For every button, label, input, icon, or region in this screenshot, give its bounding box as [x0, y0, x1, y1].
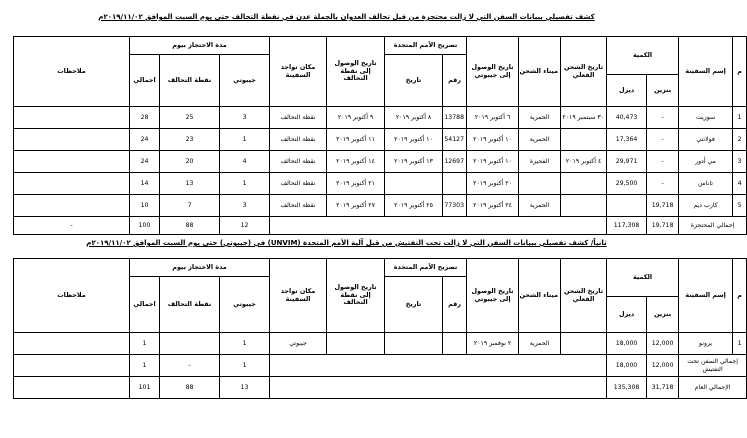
cell-total: 28 [130, 107, 160, 129]
header-benzine: بنزين [647, 297, 679, 333]
cell-djibouti: 1 [220, 129, 270, 151]
header-diesel: ديزل [607, 75, 647, 107]
cell-diesel: 29,500 [607, 173, 647, 195]
cell-m: 1 [733, 333, 747, 355]
cell-arrival: ١٠ أكتوبر ٢٠١٩ [467, 129, 519, 151]
cell-coalition-point: 7 [160, 195, 220, 217]
table-row [14, 195, 747, 217]
cell-arrival: ٢٠ أكتوبر ٢٠١٩ [467, 173, 519, 195]
header-djibouti: جيبوتي [220, 55, 270, 107]
cell-ship: فولانتي [679, 129, 733, 151]
cell-diesel: 40,473 [607, 107, 647, 129]
cell-benzine: - [647, 151, 679, 173]
cell-total: 24 [130, 129, 160, 151]
cell-un-number: 12697 [443, 151, 467, 173]
total-empty [270, 217, 607, 235]
cell-diesel: 17,364 [607, 129, 647, 151]
cell-un-date [385, 173, 443, 195]
header-total: اجمالي [130, 277, 160, 333]
grand-total-empty [270, 377, 607, 399]
header-load-date: تاريخ الشحن الفعلي [561, 37, 607, 107]
cell-port: الحمرية [519, 129, 561, 151]
cell-port: الفجيرة [519, 151, 561, 173]
cell-notes [14, 151, 130, 173]
header-arrival-date: تاريخ الوصول إلى جيبوتي [467, 259, 519, 333]
cell-total: 1 [130, 333, 160, 355]
cell-notes [14, 195, 130, 217]
cell-location: جيبوتي [270, 333, 327, 355]
cell-benzine: 12,000 [647, 333, 679, 355]
cell-benzine: - [647, 107, 679, 129]
header-location: مكان تواجد السفينة [270, 37, 327, 107]
header-djibouti: جيبوتي [220, 277, 270, 333]
header-diesel: ديزل [607, 297, 647, 333]
subtotal-benzine: 12,000 [647, 355, 679, 377]
cell-m: 5 [733, 195, 747, 217]
cell-load-date [561, 173, 607, 195]
header-un-date: تاريخ [385, 277, 443, 333]
cell-coalition-point [160, 333, 220, 355]
header-ship: إسم السفينة [679, 37, 733, 107]
cell-un-date [385, 333, 443, 355]
subtotal-empty [270, 355, 607, 377]
cell-port: الحمرية [519, 195, 561, 217]
header-benzine: بنزين [647, 75, 679, 107]
table1-title: كشف تفصيلي ببيانات السفن التي لا زالت محتجزة من قبل تحالف العدوان بالجملة عدن في نقطة التحالف حتى يوم السبت الموافق ٢٠١٩/١١/٠٢م [98, 13, 595, 21]
cell-djibouti: 3 [220, 195, 270, 217]
cell-djibouti: 3 [220, 107, 270, 129]
header-m: م [733, 37, 747, 107]
subtotal-djibouti: 1 [220, 355, 270, 377]
header-notes: ملاحظات [14, 259, 130, 333]
header-un-permit: تصريح الأمم المتحدة [385, 259, 467, 277]
cell-notes [14, 173, 130, 195]
cell-arrival: ١٠ أكتوبر ٢٠١٩ [467, 151, 519, 173]
subtotal-label: إجمالي السفن تحت التفتيش [679, 355, 747, 377]
grand-total-djibouti: 13 [220, 377, 270, 399]
cell-coalition-arrival: ٢٧ أكتوبر ٢٠١٩ [327, 195, 385, 217]
cell-load-date [561, 333, 607, 355]
grand-total-label: الإجمالي العام [679, 377, 747, 399]
header-notes: ملاحظات [14, 37, 130, 107]
subtotal-row [14, 355, 747, 377]
cell-un-date: ٨ أكتوبر ٢٠١٩ [385, 107, 443, 129]
header-coalition-arrival: تاريخ الوصول إلى نقطة التحالف [327, 37, 385, 107]
cell-un-date: ٢٥ أكتوبر ٢٠١٩ [385, 195, 443, 217]
total-total: 100 [130, 217, 160, 235]
cell-ship: تاناس [679, 173, 733, 195]
cell-coalition-point: 23 [160, 129, 220, 151]
grand-total-benzine: 31,718 [647, 377, 679, 399]
cell-port: الحمرية [519, 333, 561, 355]
cell-djibouti: 1 [220, 173, 270, 195]
table-row [14, 173, 747, 195]
cell-location: نقطة التحالف [270, 107, 327, 129]
grand-total-row [14, 377, 747, 399]
cell-arrival: ٦ أكتوبر ٢٠١٩ [467, 107, 519, 129]
cell-djibouti: 4 [220, 151, 270, 173]
cell-load-date: ٤ أكتوبر ٢٠١٩ [561, 151, 607, 173]
total-notes: - [14, 217, 130, 235]
cell-notes [14, 107, 130, 129]
table2-title: ثانياً/ كشف تفصيلي ببيانات السفن التي لا زالت تحت التفتيش من قبل آلية الأمم المتحدة (UNVIM) في (جيبوتي) حتى يوم السبت الموافق ٢٠١٩/١١/٠٢م [86, 239, 607, 247]
cell-load-date [561, 195, 607, 217]
cell-arrival: ٢٤ أكتوبر ٢٠١٩ [467, 195, 519, 217]
cell-un-number [443, 173, 467, 195]
cell-load-date [561, 129, 607, 151]
cell-notes [14, 333, 130, 355]
cell-coalition-arrival: ١١ أكتوبر ٢٠١٩ [327, 129, 385, 151]
cell-coalition-arrival: ٩ أكتوبر ٢٠١٩ [327, 107, 385, 129]
cell-diesel [607, 195, 647, 217]
cell-ship: سوزيت [679, 107, 733, 129]
cell-benzine: - [647, 173, 679, 195]
cell-port [519, 173, 561, 195]
cell-un-number: 54127 [443, 129, 467, 151]
inspection-ships-table [13, 258, 747, 399]
cell-m: 1 [733, 107, 747, 129]
cell-diesel: 18,000 [607, 333, 647, 355]
header-detention: مدة الاحتجاز بيوم [130, 259, 270, 277]
cell-m: 2 [733, 129, 747, 151]
grand-total-diesel: 135,308 [607, 377, 647, 399]
header-port: ميناء الشحن [519, 259, 561, 333]
cell-benzine: - [647, 129, 679, 151]
total-benzine: 19,718 [647, 217, 679, 235]
total-diesel: 117,308 [607, 217, 647, 235]
grand-total-coalition-point: 88 [160, 377, 220, 399]
header-un-permit: تصريح الأمم المتحدة [385, 37, 467, 55]
subtotal-diesel: 18,000 [607, 355, 647, 377]
table2-body [14, 333, 747, 399]
cell-total: 10 [130, 195, 160, 217]
cell-benzine: 19,718 [647, 195, 679, 217]
header-port: ميناء الشحن [519, 37, 561, 107]
cell-port: الحمرية [519, 107, 561, 129]
detained-ships-table [13, 36, 747, 235]
table-row [14, 107, 747, 129]
subtotal-notes [14, 355, 130, 377]
header-qty: الكمية [607, 259, 679, 297]
cell-total: 24 [130, 151, 160, 173]
table1-body [14, 107, 747, 235]
cell-ship: كارب ديم [679, 195, 733, 217]
header-coalition-point: نقطة التحالف [160, 55, 220, 107]
cell-ship: مي أدور [679, 151, 733, 173]
subtotal-coalition-point: - [160, 355, 220, 377]
total-coalition-point: 88 [160, 217, 220, 235]
header-un-number: رقم [443, 277, 467, 333]
grand-total-notes [14, 377, 130, 399]
total-djibouti: 12 [220, 217, 270, 235]
cell-un-number [443, 333, 467, 355]
cell-coalition-point: 20 [160, 151, 220, 173]
cell-notes [14, 129, 130, 151]
header-arrival-date: تاريخ الوصول إلى جيبوتي [467, 37, 519, 107]
header-location: مكان تواجد السفينة [270, 259, 327, 333]
grand-total-total: 101 [130, 377, 160, 399]
cell-load-date: ٣٠ سبتمبر ٢٠١٩ [561, 107, 607, 129]
header-detention: مدة الاحتجاز بيوم [130, 37, 270, 55]
cell-un-number: 77303 [443, 195, 467, 217]
cell-m: 3 [733, 151, 747, 173]
cell-total: 14 [130, 173, 160, 195]
header-coalition-point: نقطة التحالف [160, 277, 220, 333]
cell-coalition-arrival: ١٤ أكتوبر ٢٠١٩ [327, 151, 385, 173]
cell-ship: برونو [679, 333, 733, 355]
cell-djibouti: 1 [220, 333, 270, 355]
cell-location: نقطة التحالف [270, 129, 327, 151]
table-row [14, 151, 747, 173]
cell-coalition-arrival [327, 333, 385, 355]
cell-arrival: ٢ نوفمبر ٢٠١٩ [467, 333, 519, 355]
cell-m: 4 [733, 173, 747, 195]
header-un-date: تاريخ [385, 55, 443, 107]
cell-location: نقطة التحالف [270, 151, 327, 173]
cell-location: نقطة التحالف [270, 173, 327, 195]
total-row [14, 217, 747, 235]
cell-coalition-arrival: ٢١ أكتوبر ٢٠١٩ [327, 173, 385, 195]
cell-un-number: 13788 [443, 107, 467, 129]
header-m: م [733, 259, 747, 333]
table-row [14, 129, 747, 151]
header-ship: إسم السفينة [679, 259, 733, 333]
header-qty: الكمية [607, 37, 679, 75]
header-coalition-arrival: تاريخ الوصول إلى نقطة التحالف [327, 259, 385, 333]
cell-diesel: 29,971 [607, 151, 647, 173]
subtotal-total: 1 [130, 355, 160, 377]
header-un-number: رقم [443, 55, 467, 107]
header-total: اجمالي [130, 55, 160, 107]
table-row [14, 333, 747, 355]
cell-un-date: ١٠ أكتوبر ٢٠١٩ [385, 129, 443, 151]
header-load-date: تاريخ الشحن الفعلي [561, 259, 607, 333]
cell-un-date: ١٣ أكتوبر ٢٠١٩ [385, 151, 443, 173]
cell-coalition-point: 25 [160, 107, 220, 129]
cell-coalition-point: 13 [160, 173, 220, 195]
cell-location: نقطة التحالف [270, 195, 327, 217]
total-label: إجمالي المحتجزة [679, 217, 747, 235]
